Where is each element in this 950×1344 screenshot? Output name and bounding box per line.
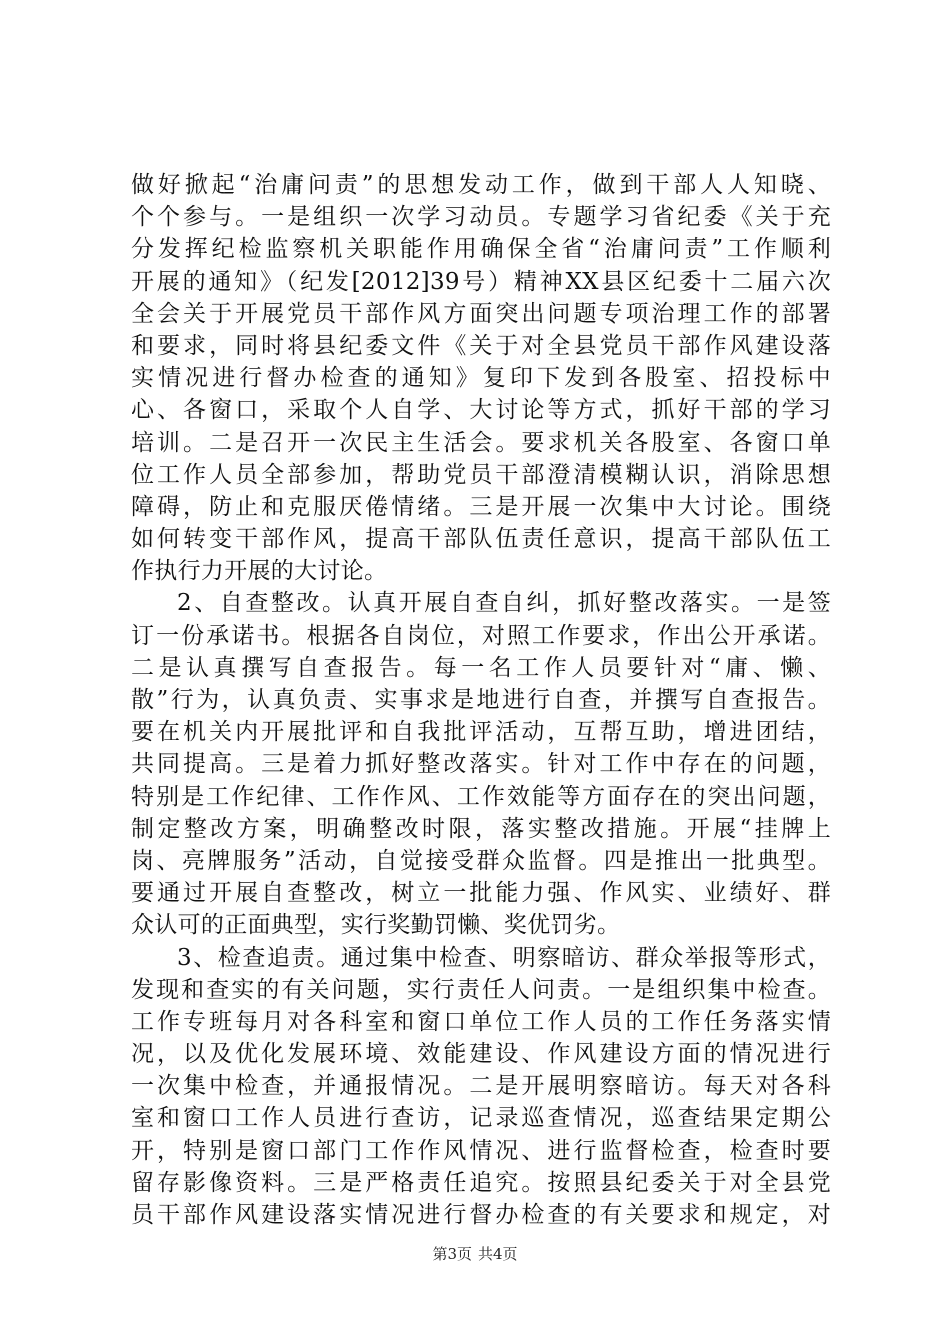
paragraph-3-heading-line: 3、检查追责。通过集中检查、明察暗访、群众举报等形式，: [177, 944, 831, 971]
text-line: 作执行力开展的大讨论。: [131, 558, 388, 585]
text-line: 要通过开展自查整改，树立一批能力强、作风实、业绩好、群: [131, 880, 831, 907]
text-line: 一次集中检查，并通报情况。二是开展明察暗访。每天对各科: [131, 1073, 831, 1100]
document-body: [131, 169, 831, 1231]
text-line: 工作专班每月对各科室和窗口单位工作人员的工作任务落实情: [131, 1008, 831, 1035]
text-line: 如何转变干部作风，提高干部队伍责任意识，提高干部队伍工: [131, 526, 831, 553]
page-footer: [0, 1244, 950, 1264]
text-line: 留存影像资料。三是严格责任追究。按照县纪委关于对全县党: [131, 1169, 831, 1196]
text-line: 众认可的正面典型，实行奖勤罚懒、奖优罚劣。: [131, 912, 621, 939]
text-line: 做好掀起“治庸问责”的思想发动工作，做到干部人人知晓、: [131, 172, 831, 198]
text-line: 员干部作风建设落实情况进行督办检查的有关要求和规定，对: [131, 1202, 831, 1228]
text-line: 分发挥纪检监察机关职能作用确保全省“治庸问责”工作顺利: [131, 236, 831, 263]
text-line: 位工作人员全部参加，帮助党员干部澄清模糊认识，消除思想: [131, 461, 831, 488]
text-line: 全会关于开展党员干部作风方面突出问题专项治理工作的部署: [131, 300, 831, 327]
text-line: 制定整改方案，明确整改时限，落实整改措施。开展“挂牌上: [131, 815, 831, 842]
text-line: 个个参与。一是组织一次学习动员。专题学习省纪委《关于充: [131, 204, 831, 231]
text-line: 开，特别是窗口部门工作作风情况、进行监督检查，检查时要: [131, 1137, 831, 1164]
text-line: 共同提高。三是着力抓好整改落实。针对工作中存在的问题，: [131, 751, 831, 778]
text-line: 二是认真撰写自查报告。每一名工作人员要针对“庸、懒、: [131, 654, 831, 681]
text-line: 况，以及优化发展环境、效能建设、作风建设方面的情况进行: [131, 1041, 831, 1068]
text-line: 岗、亮牌服务”活动，自觉接受群众监督。四是推出一批典型。: [131, 847, 831, 874]
text-line: 散”行为，认真负责、实事求是地进行自查，并撰写自查报告。: [131, 687, 831, 713]
text-line: 心、各窗口，采取个人自学、大讨论等方式，抓好干部的学习: [131, 397, 831, 424]
text-line: 开展的通知》（纪发[2012]39号）精神XX县区纪委十二届六次: [131, 268, 831, 295]
text-line: 特别是工作纪律、工作作风、工作效能等方面存在的突出问题，: [131, 783, 831, 810]
text-line: 实情况进行督办检查的通知》复印下发到各股室、招投标中: [131, 365, 831, 392]
text-line: 培训。二是召开一次民主生活会。要求机关各股室、各窗口单: [131, 429, 831, 456]
paragraph-2-heading-line: 2、自查整改。认真开展自查自纠，抓好整改落实。一是签: [177, 590, 831, 617]
text-line: 订一份承诺书。根据各自岗位，对照工作要求，作出公开承诺。: [131, 622, 831, 649]
page-total: 共4页: [478, 1245, 518, 1263]
page-number: 第3页: [432, 1245, 472, 1263]
text-line: 要在机关内开展批评和自我批评活动，互帮互助，增进团结，: [131, 719, 831, 746]
text-line: 发现和查实的有关问题，实行责任人问责。一是组织集中检查。: [131, 976, 831, 1003]
text-line: 障碍，防止和克服厌倦情绪。三是开展一次集中大讨论。围绕: [131, 493, 831, 520]
text-line: 室和窗口工作人员进行查访，记录巡查情况，巡查结果定期公: [131, 1105, 831, 1132]
text-line: 和要求，同时将县纪委文件《关于对全县党员干部作风建设落: [131, 332, 831, 359]
